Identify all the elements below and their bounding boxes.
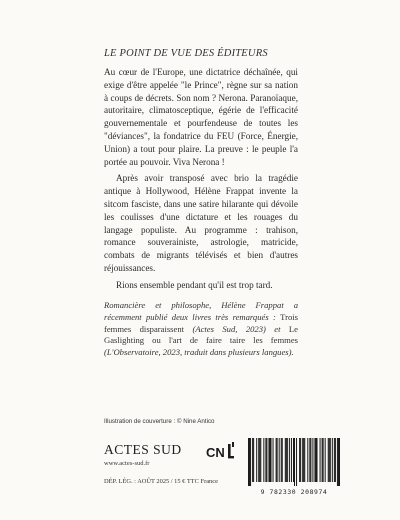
cnl-logo-icon: [205, 441, 235, 463]
isbn-digits: 9 782330 208974: [260, 488, 328, 496]
bio-text-1: Romancière et philosophe, Hélène Frappat a récemment publié deux livres très remarqués :: [104, 300, 298, 322]
blurb-paragraph-3: Rions ensemble pendant qu'il est trop tard.: [116, 279, 273, 290]
blurb-paragraph-2: Après avoir transposé avec brio la tragédie antique à Hollywood, Hélène Frappat invente la sitcom fasciste, dans une satire hilarante qui dévoile les coulisses d'une dictature et les rouages du langage populiste. Au programme : trahison, romance souverainiste, astrologie, matricide, combats de migrants télévisés et bien d'autres réjouissances.: [104, 173, 298, 273]
bio-book-title-2: Le Gaslighting ou l'art de faire taire les femmes: [104, 323, 298, 346]
publisher-logo: ACTES SUD: [104, 442, 182, 457]
bio-text-3: (L'Observatoire, 2023, traduit dans plusieurs langues).: [104, 347, 294, 358]
blurb-paragraph-1: Au cœur de l'Europe, une dictatrice déchaînée, qui exige d'être appelée "le Prince", règne sur sa nation à coups de décrets. Son nom ? Nerona. Paranoïaque, autoritaire, climatosceptique, égérie de l'efficacité gouvernementale et pourfendeuse de toutes les "déviances", la fondatrice du FEU (Force, Énergie, Union) a tout pour plaire. La preuve : le peuple l'a portée au pouvoir. Viva Nerona !: [104, 67, 298, 167]
blurb: [104, 66, 298, 296]
bio-book-title-1: Trois femmes disparaissent: [104, 311, 298, 334]
author-bio: [104, 300, 298, 359]
section-heading: LE POINT DE VUE DES ÉDITEURS: [104, 48, 268, 59]
svg-text:CN: CN: [206, 445, 225, 460]
legal-deposit-price: DÉP. LÉG. : AOÛT 2025 / 15 € TTC France: [104, 478, 218, 485]
illustration-credit: Illustration de couverture : © Nine Antico: [104, 418, 215, 425]
barcode-icon: [248, 438, 340, 486]
publisher-website: www.actes-sud.fr: [104, 460, 150, 467]
bio-text-2: (Actes Sud, 2023) et: [184, 323, 289, 334]
